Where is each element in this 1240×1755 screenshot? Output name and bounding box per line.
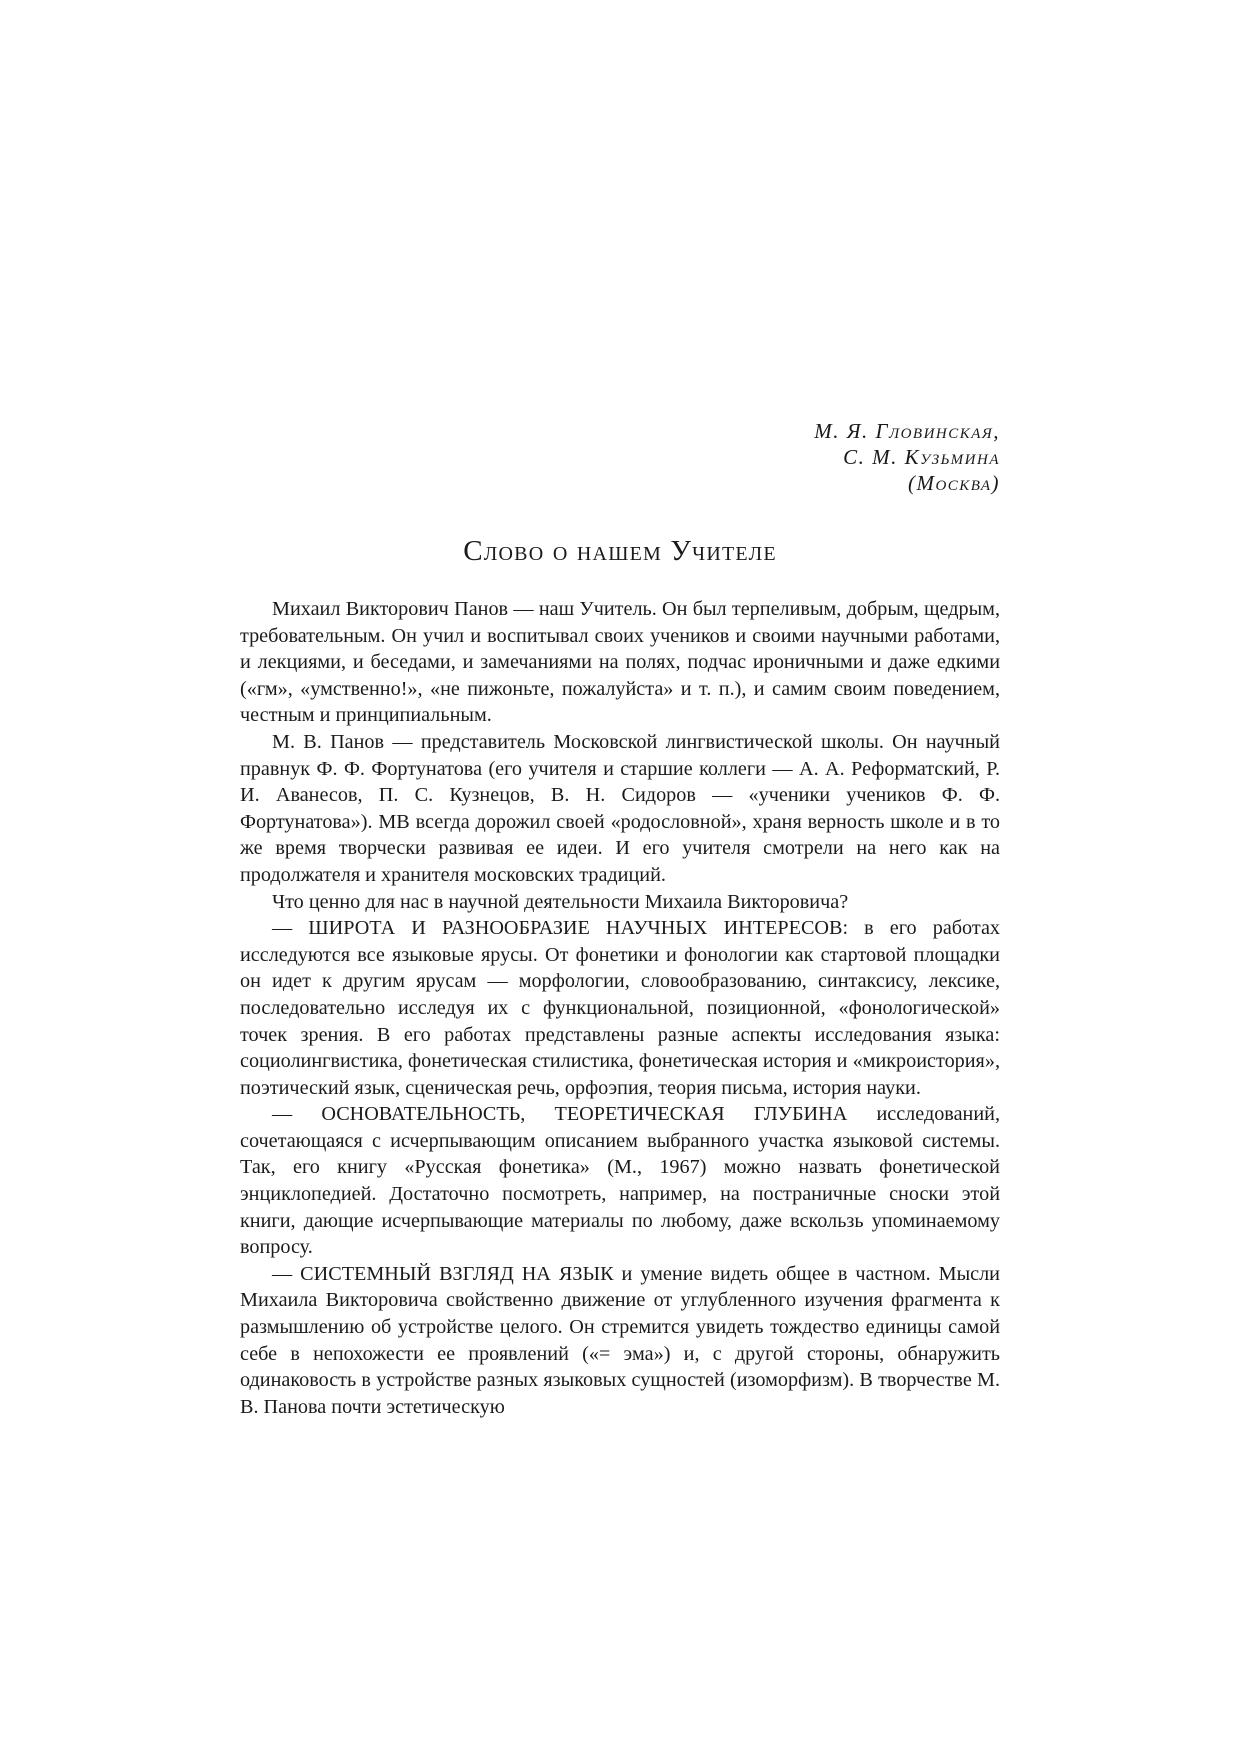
author-line: С. М. Кузьмина <box>843 445 1000 469</box>
author-block <box>814 418 1000 496</box>
paragraph: Что ценно для нас в научной деятельности Михаила Викторовича? <box>272 890 849 913</box>
author-location: (Москва) <box>907 471 1000 495</box>
paragraph: — СИСТЕМНЫЙ ВЗГЛЯД НА ЯЗЫК и умение видеть общее в частном. Мысли Михаила Викторовича свойственно движение от углубленного изучения фрагмента к размышлению об устройстве целого. Он стремится увидеть тождество единицы самой себе в непохожести ее проявлений («= эма») и, с другой стороны, обнаружить одинаковость в устройстве разных языковых сущностей (изоморфизм). В творчестве М. В. Панова почти эстетическую <box>240 1262 1000 1418</box>
article-body <box>240 596 1000 1420</box>
paragraph: — ОСНОВАТЕЛЬНОСТЬ, ТЕОРЕТИЧЕСКАЯ ГЛУБИНА исследований, сочетающаяся с исчерпывающим описанием выбранного участка языковой системы. Так, его книгу «Русская фонетика» (М., 1967) можно назвать фонетической энциклопедией. Достаточно посмотреть, например, на постраничные сноски этой книги, дающие исчерпывающие материалы по любому, даже вскользь упоминаемому вопросу. <box>240 1103 1000 1259</box>
author-line: М. Я. Гловинская, <box>814 419 1000 443</box>
article-title: Слово о нашем Учителе <box>463 535 777 567</box>
paragraph: М. В. Панов — представитель Московской лингвистической школы. Он научный правнук Ф. Ф. Фортунатова (его учителя и старшие коллеги — А. А. Реформатский, Р. И. Аванесов, П. С. Кузнецов, В. Н. Сидоров — «ученики учеников Ф. Ф. Фортунатова»). МВ всегда дорожил своей «родословной», храня верность школе и в то же время творчески развивая ее идеи. И его учителя смотрели на него как на продолжателя и хранителя московских традиций. <box>240 730 1000 886</box>
paragraph: Михаил Викторович Панов — наш Учитель. Он был терпеливым, добрым, щедрым, требовательным. Он учил и воспитывал своих учеников и своими научными работами, и лекциями, и беседами, и замечаниями на полях, подчас ироничными и даже едкими («гм», «умственно!», «не пижоньте, пожалуйста» и т. п.), и самим своим поведением, честным и принципиальным. <box>240 598 1000 727</box>
paragraph: — ШИРОТА И РАЗНООБРАЗИЕ НАУЧНЫХ ИНТЕРЕСОВ: в его работах исследуются все языковые ярусы. От фонетики и фонологии как стартовой площадки он идет к другим ярусам — морфологии, словообразованию, синтаксису, лексике, последовательно исследуя их с функциональной, позиционной, «фонологической» точек зрения. В его работах представлены разные аспекты исследования языка: социолингвистика, фонетическая стилистика, фонетическая история и «микроистория», поэтический язык, сценическая речь, орфоэпия, теория письма, история науки. <box>240 917 1000 1099</box>
